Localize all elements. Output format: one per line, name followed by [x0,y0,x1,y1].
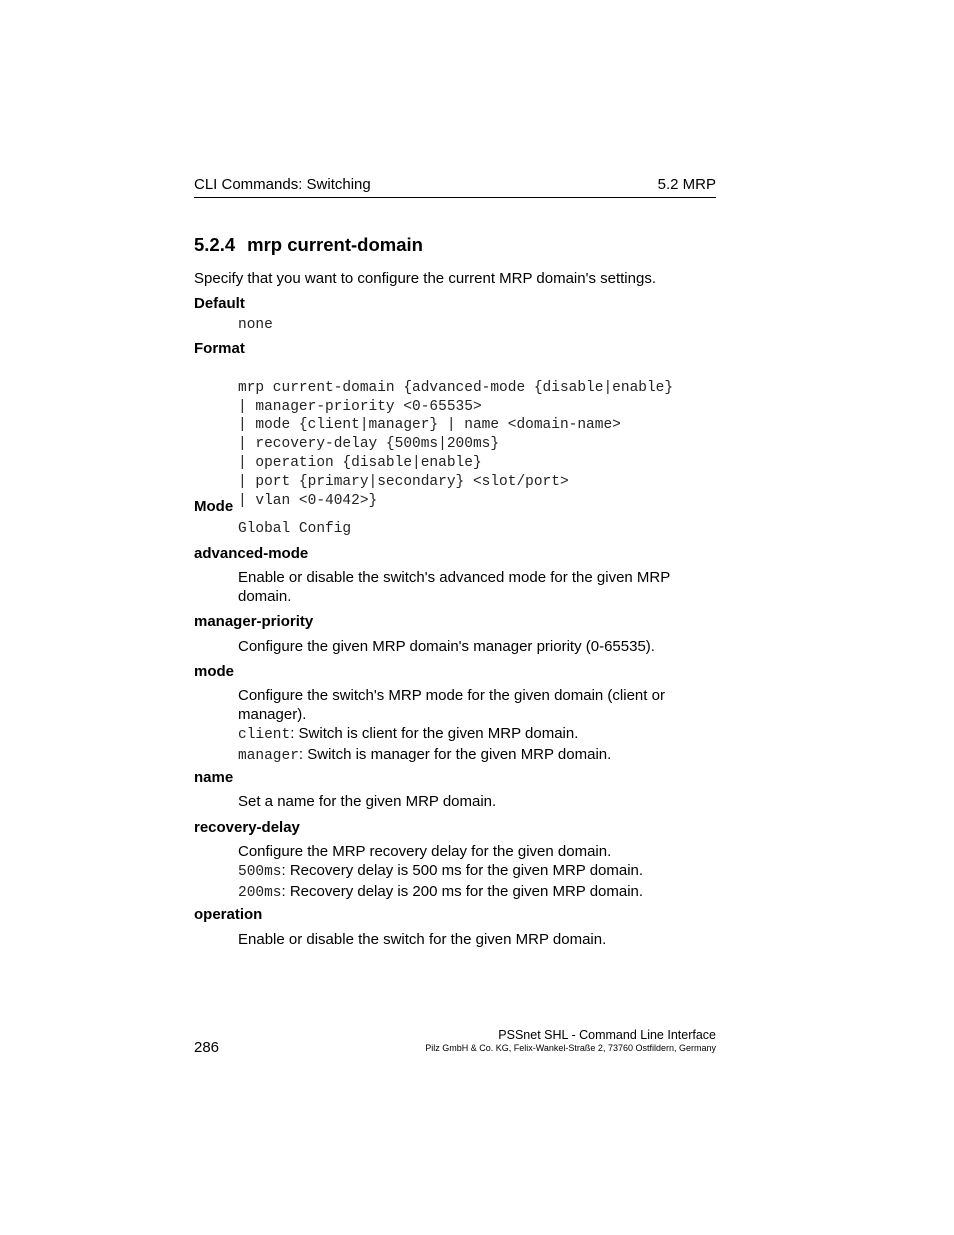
param-manager-priority-label: manager-priority [194,613,314,630]
default-label: Default [194,295,245,312]
mode-option-client: client: Switch is client for the given MRP domain. [238,725,579,743]
footer-document-title: PSSnet SHL - Command Line Interface [498,1028,716,1042]
mode-option-manager: manager: Switch is manager for the given MRP domain. [238,746,612,764]
running-header-chapter: CLI Commands: Switching [194,176,371,193]
format-line: | recovery-delay {500ms|200ms} [238,436,500,453]
mode-value: Global Config [238,521,352,537]
section-heading [194,234,423,256]
format-line: mrp current-domain {advanced-mode {disable|enable} [238,379,674,396]
recovery-option-500ms: 500ms: Recovery delay is 500 ms for the given MRP domain. [238,862,644,880]
param-name-label: name [194,769,234,786]
format-line: | mode {client|manager} | name <domain-name> [238,417,621,434]
section-number: 5.2.4 [194,234,236,255]
mode-label: Mode [194,498,234,515]
format-label: Format [194,340,245,357]
format-line: | vlan <0-4042>} [238,492,378,509]
param-recovery-delay-label: recovery-delay [194,819,300,836]
param-operation-label: operation [194,906,263,923]
param-recovery-delay-description: Configure the MRP recovery delay for the given domain. 500ms: Recovery delay is 500 ms for the given MRP domain. 200ms: Recovery delay is 200 ms for the given MRP domain. [238,842,708,903]
footer-address: Pilz GmbH & Co. KG, Felix-Wankel-Straße 2, 73760 Ostfildern, Germany [425,1043,716,1053]
param-manager-priority-description: Configure the given MRP domain's manager priority (0-65535). [238,638,655,655]
param-mode-description: Configure the switch's MRP mode for the given domain (client or manager). client: Switch is client for the given MRP domain. manager: Switch is manager for the given MRP domain. [238,686,708,766]
param-advanced-mode-description: Enable or disable the switch's advanced mode for the given MRP domain. [238,569,671,605]
running-header-section: 5.2 MRP [657,176,716,193]
default-value: none [238,317,273,333]
page-number: 286 [194,1039,220,1056]
param-name-description: Set a name for the given MRP domain. [238,793,497,810]
format-syntax [238,360,673,529]
recovery-option-200ms: 200ms: Recovery delay is 200 ms for the given MRP domain. [238,883,644,901]
format-line: | operation {disable|enable} [238,454,482,471]
section-title: mrp current-domain [247,234,423,255]
format-line: | port {primary|secondary} <slot/port> [238,473,569,490]
param-advanced-mode-label: advanced-mode [194,545,309,562]
intro-paragraph: Specify that you want to configure the current MRP domain's settings. [194,270,656,287]
param-mode-label: mode [194,663,235,680]
header-divider [194,197,716,198]
format-line: | manager-priority <0-65535> [238,398,482,415]
param-operation-description: Enable or disable the switch for the given MRP domain. [238,931,607,948]
